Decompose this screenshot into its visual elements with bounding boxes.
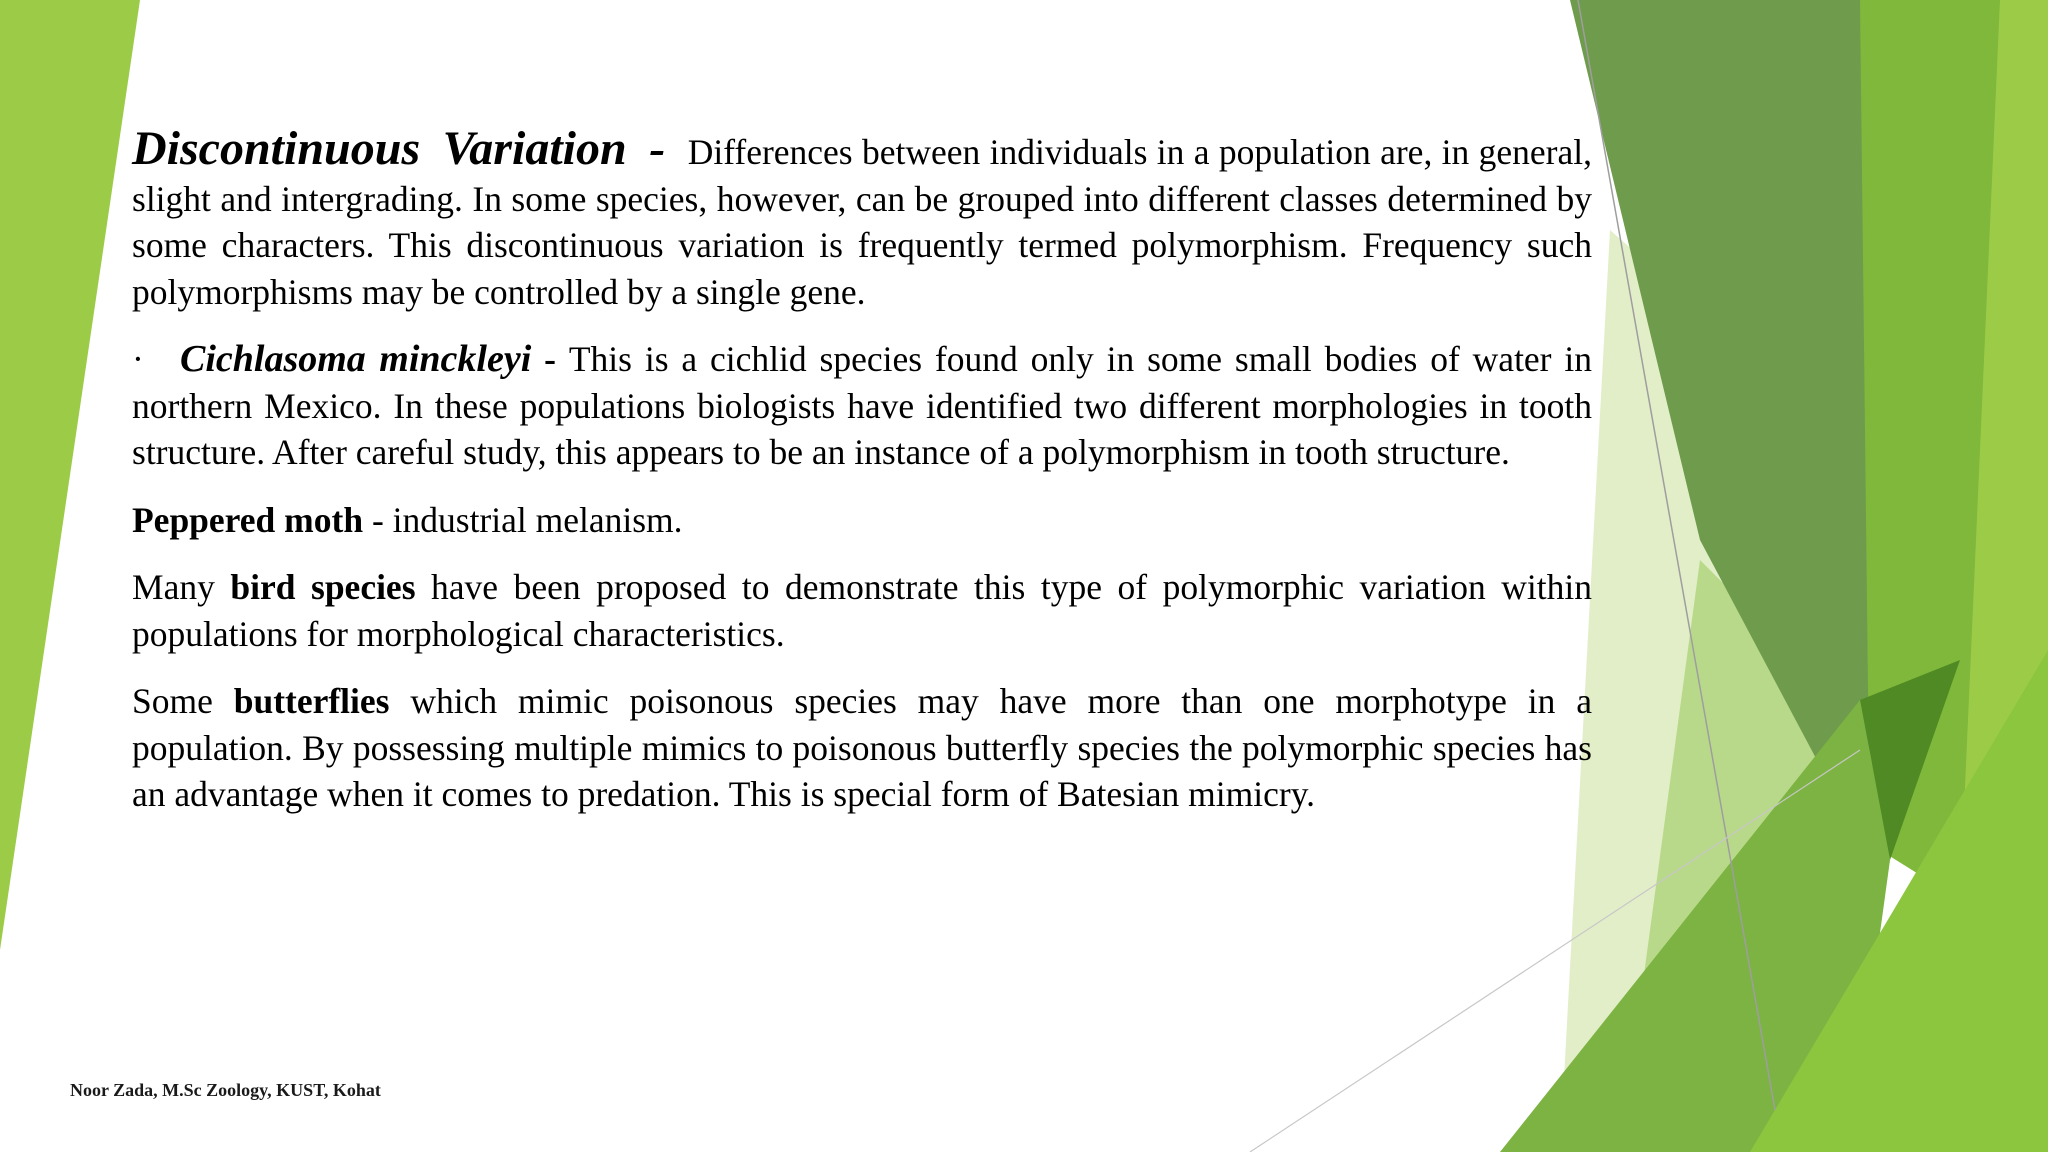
paragraph-lead: Some	[132, 681, 234, 721]
slide-body	[132, 122, 1593, 839]
left-green-wedge	[0, 0, 140, 950]
term-cichlasoma: Cichlasoma minckleyi	[180, 338, 532, 380]
paragraph-peppered-moth	[132, 497, 1592, 544]
paragraph-text: - industrial melanism.	[363, 499, 683, 540]
paragraph-butterflies	[132, 678, 1592, 818]
term-peppered-moth: Peppered moth	[132, 499, 364, 540]
paragraph-lead: Many	[132, 567, 231, 607]
footer-author: Noor Zada, M.Sc Zoology, KUST, Kohat	[70, 1080, 381, 1100]
paragraph-text: This is a cichlid species found only in some small bodies of water in northern Mexico. In these populations biologists have identified two different morphologies in tooth structure. After careful study, this appears to be an instance of a polymorphism in tooth structure.	[132, 339, 1592, 472]
bullet-dot: ·	[132, 339, 144, 379]
heading-discontinuous-variation: Discontinuous Variation	[132, 122, 627, 175]
paragraph-text: which mimic poisonous species may have more than one morphotype in a population. By possessing multiple mimics to poisonous butterfly species the polymorphic species has an advantage when it comes to predation. This is special form of Batesian mimicry.	[132, 681, 1592, 814]
heading-separator: -	[626, 122, 688, 175]
paragraph-text: Differences between individuals in a population are, in general, slight and intergrading. In some species, however, can be grouped into different classes determined by some characters. This discontinuous variation is frequently termed polymorphism. Frequency such polymorphisms may be controlled by a single gene.	[132, 132, 1593, 312]
term-bird-species: bird species	[230, 567, 416, 607]
term-butterflies: butterflies	[233, 681, 390, 721]
paragraph-discontinuous-variation	[132, 122, 1593, 315]
paragraph-text: have been proposed to demonstrate this type of polymorphic variation within populations for morphological characteristics.	[132, 567, 1592, 654]
term-separator: -	[531, 339, 569, 379]
paragraph-cichlasoma	[132, 336, 1592, 476]
paragraph-bird-species	[132, 564, 1592, 657]
